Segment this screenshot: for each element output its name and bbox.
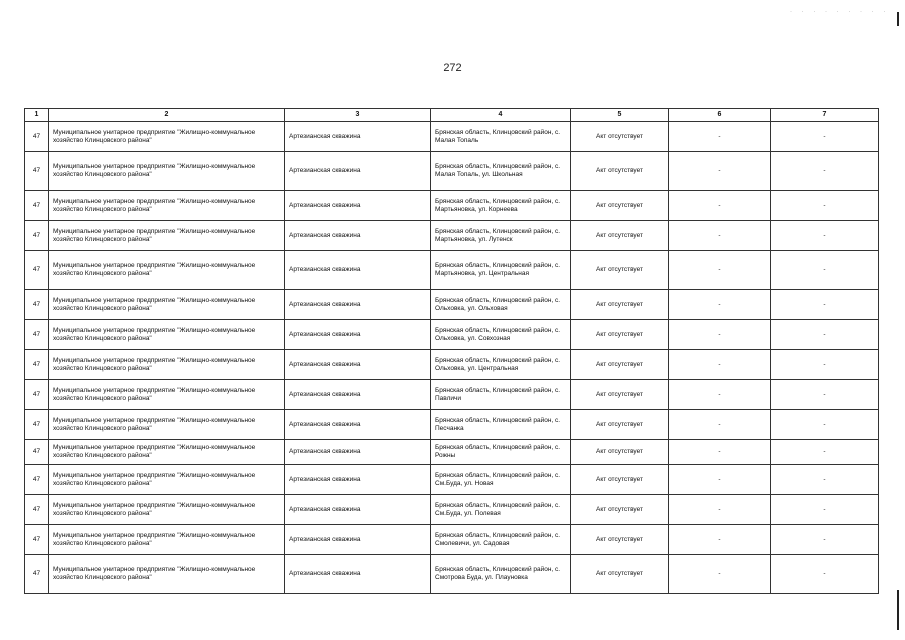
table-row <box>25 191 879 221</box>
column-7-cell: - <box>771 191 879 221</box>
act-cell: Акт отсутствует <box>571 410 669 440</box>
row-number: 47 <box>25 465 49 495</box>
object-cell: Артезианская скважина <box>285 122 431 152</box>
row-number: 47 <box>25 525 49 555</box>
column-7-cell: - <box>771 221 879 251</box>
act-cell: Акт отсутствует <box>571 251 669 290</box>
row-number: 47 <box>25 290 49 320</box>
column-header: 1 <box>25 109 49 122</box>
table-row <box>25 380 879 410</box>
owner-cell: Муниципальное унитарное предприятие "Жилищно-коммунальное хозяйство Клинцовского района" <box>49 495 285 525</box>
column-7-cell: - <box>771 410 879 440</box>
object-cell: Артезианская скважина <box>285 191 431 221</box>
table-row <box>25 555 879 594</box>
column-6-cell: - <box>669 555 771 594</box>
object-cell: Артезианская скважина <box>285 251 431 290</box>
act-cell: Акт отсутствует <box>571 350 669 380</box>
column-header: 6 <box>669 109 771 122</box>
object-cell: Артезианская скважина <box>285 221 431 251</box>
table-row <box>25 440 879 465</box>
row-number: 47 <box>25 495 49 525</box>
row-number: 47 <box>25 555 49 594</box>
header-row <box>25 109 879 122</box>
scan-margin-mark-top <box>897 12 899 26</box>
owner-cell: Муниципальное унитарное предприятие "Жилищно-коммунальное хозяйство Клинцовского района" <box>49 380 285 410</box>
column-6-cell: - <box>669 191 771 221</box>
column-6-cell: - <box>669 465 771 495</box>
act-cell: Акт отсутствует <box>571 525 669 555</box>
column-6-cell: - <box>669 221 771 251</box>
column-6-cell: - <box>669 440 771 465</box>
column-header: 2 <box>49 109 285 122</box>
address-cell: Брянская область, Клинцовский район, с. Песчанка <box>431 410 571 440</box>
object-cell: Артезианская скважина <box>285 320 431 350</box>
object-cell: Артезианская скважина <box>285 495 431 525</box>
column-7-cell: - <box>771 555 879 594</box>
owner-cell: Муниципальное унитарное предприятие "Жилищно-коммунальное хозяйство Клинцовского района" <box>49 191 285 221</box>
column-6-cell: - <box>669 251 771 290</box>
column-6-cell: - <box>669 290 771 320</box>
column-7-cell: - <box>771 525 879 555</box>
owner-cell: Муниципальное унитарное предприятие "Жилищно-коммунальное хозяйство Клинцовского района" <box>49 122 285 152</box>
owner-cell: Муниципальное унитарное предприятие "Жилищно-коммунальное хозяйство Клинцовского района" <box>49 221 285 251</box>
act-cell: Акт отсутствует <box>571 122 669 152</box>
column-6-cell: - <box>669 320 771 350</box>
table-row <box>25 221 879 251</box>
column-7-cell: - <box>771 122 879 152</box>
owner-cell: Муниципальное унитарное предприятие "Жилищно-коммунальное хозяйство Клинцовского района" <box>49 465 285 495</box>
column-6-cell: - <box>669 122 771 152</box>
row-number: 47 <box>25 191 49 221</box>
row-number: 47 <box>25 221 49 251</box>
scan-dots: · · · · · · · · · <box>790 9 890 15</box>
address-cell: Брянская область, Клинцовский район, с. Малая Топаль <box>431 122 571 152</box>
owner-cell: Муниципальное унитарное предприятие "Жилищно-коммунальное хозяйство Клинцовского района" <box>49 555 285 594</box>
object-cell: Артезианская скважина <box>285 440 431 465</box>
table-row <box>25 465 879 495</box>
object-cell: Артезианская скважина <box>285 555 431 594</box>
owner-cell: Муниципальное унитарное предприятие "Жилищно-коммунальное хозяйство Клинцовского района" <box>49 525 285 555</box>
address-cell: Брянская область, Клинцовский район, с. Рожны <box>431 440 571 465</box>
table-row <box>25 350 879 380</box>
address-cell: Брянская область, Клинцовский район, с. Ольховка, ул. Центральная <box>431 350 571 380</box>
address-cell: Брянская область, Клинцовский район, с. Ольховка, ул. Совхозная <box>431 320 571 350</box>
act-cell: Акт отсутствует <box>571 221 669 251</box>
table-row <box>25 410 879 440</box>
table-row <box>25 525 879 555</box>
table-row <box>25 152 879 191</box>
registry-table <box>24 108 879 594</box>
address-cell: Брянская область, Клинцовский район, с. См.Буда, ул. Новая <box>431 465 571 495</box>
act-cell: Акт отсутствует <box>571 152 669 191</box>
object-cell: Артезианская скважина <box>285 290 431 320</box>
owner-cell: Муниципальное унитарное предприятие "Жилищно-коммунальное хозяйство Клинцовского района" <box>49 440 285 465</box>
table-row <box>25 290 879 320</box>
table-row <box>25 320 879 350</box>
act-cell: Акт отсутствует <box>571 495 669 525</box>
address-cell: Брянская область, Клинцовский район, с. См.Буда, ул. Полевая <box>431 495 571 525</box>
column-6-cell: - <box>669 380 771 410</box>
column-7-cell: - <box>771 350 879 380</box>
column-header: 4 <box>431 109 571 122</box>
owner-cell: Муниципальное унитарное предприятие "Жилищно-коммунальное хозяйство Клинцовского района" <box>49 410 285 440</box>
row-number: 47 <box>25 251 49 290</box>
column-6-cell: - <box>669 495 771 525</box>
address-cell: Брянская область, Клинцовский район, с. Мартьяновка, ул. Лутенск <box>431 221 571 251</box>
column-header: 3 <box>285 109 431 122</box>
scan-margin-mark-bottom <box>897 590 899 630</box>
column-7-cell: - <box>771 495 879 525</box>
table-row <box>25 495 879 525</box>
row-number: 47 <box>25 440 49 465</box>
act-cell: Акт отсутствует <box>571 320 669 350</box>
act-cell: Акт отсутствует <box>571 555 669 594</box>
table-row <box>25 251 879 290</box>
column-7-cell: - <box>771 320 879 350</box>
column-7-cell: - <box>771 465 879 495</box>
address-cell: Брянская область, Клинцовский район, с. Павличи <box>431 380 571 410</box>
column-7-cell: - <box>771 290 879 320</box>
address-cell: Брянская область, Клинцовский район, с. Малая Топаль, ул. Школьная <box>431 152 571 191</box>
object-cell: Артезианская скважина <box>285 350 431 380</box>
address-cell: Брянская область, Клинцовский район, с. Мартьяновка, ул. Центральная <box>431 251 571 290</box>
column-header: 5 <box>571 109 669 122</box>
act-cell: Акт отсутствует <box>571 440 669 465</box>
column-6-cell: - <box>669 410 771 440</box>
object-cell: Артезианская скважина <box>285 465 431 495</box>
owner-cell: Муниципальное унитарное предприятие "Жилищно-коммунальное хозяйство Клинцовского района" <box>49 290 285 320</box>
object-cell: Артезианская скважина <box>285 152 431 191</box>
act-cell: Акт отсутствует <box>571 191 669 221</box>
owner-cell: Муниципальное унитарное предприятие "Жилищно-коммунальное хозяйство Клинцовского района" <box>49 152 285 191</box>
row-number: 47 <box>25 122 49 152</box>
address-cell: Брянская область, Клинцовский район, с. Смотрова Буда, ул. Плауновка <box>431 555 571 594</box>
column-7-cell: - <box>771 380 879 410</box>
owner-cell: Муниципальное унитарное предприятие "Жилищно-коммунальное хозяйство Клинцовского района" <box>49 350 285 380</box>
address-cell: Брянская область, Клинцовский район, с. Ольховка, ул. Ольховая <box>431 290 571 320</box>
address-cell: Брянская область, Клинцовский район, с. Смолевичи, ул. Садовая <box>431 525 571 555</box>
table-row <box>25 122 879 152</box>
object-cell: Артезианская скважина <box>285 525 431 555</box>
row-number: 47 <box>25 320 49 350</box>
row-number: 47 <box>25 410 49 440</box>
owner-cell: Муниципальное унитарное предприятие "Жилищно-коммунальное хозяйство Клинцовского района" <box>49 251 285 290</box>
column-6-cell: - <box>669 350 771 380</box>
column-6-cell: - <box>669 525 771 555</box>
column-7-cell: - <box>771 440 879 465</box>
row-number: 47 <box>25 380 49 410</box>
column-header: 7 <box>771 109 879 122</box>
object-cell: Артезианская скважина <box>285 410 431 440</box>
address-cell: Брянская область, Клинцовский район, с. Мартьяновка, ул. Корнеева <box>431 191 571 221</box>
row-number: 47 <box>25 350 49 380</box>
act-cell: Акт отсутствует <box>571 290 669 320</box>
column-7-cell: - <box>771 152 879 191</box>
act-cell: Акт отсутствует <box>571 380 669 410</box>
column-7-cell: - <box>771 251 879 290</box>
object-cell: Артезианская скважина <box>285 380 431 410</box>
owner-cell: Муниципальное унитарное предприятие "Жилищно-коммунальное хозяйство Клинцовского района" <box>49 320 285 350</box>
column-6-cell: - <box>669 152 771 191</box>
page-number: 272 <box>443 62 462 74</box>
act-cell: Акт отсутствует <box>571 465 669 495</box>
row-number: 47 <box>25 152 49 191</box>
